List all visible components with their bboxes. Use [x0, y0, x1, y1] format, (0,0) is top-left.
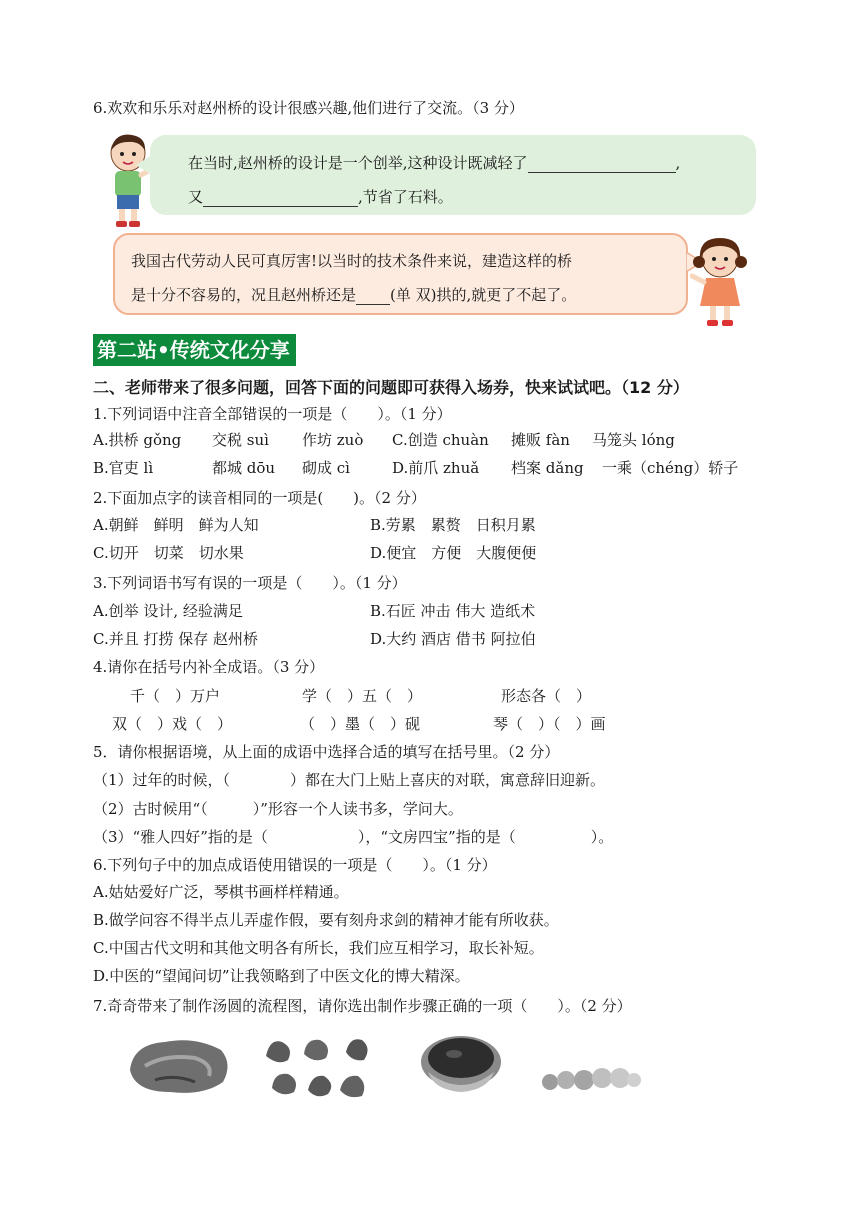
q1-row1-c3: 马笼头 lóng: [592, 431, 675, 449]
girl-illustration: [690, 236, 750, 328]
q4-idiom-3: 形态各（ ）: [501, 687, 592, 705]
q4-idiom-5: （ ）墨（ ）砚: [300, 715, 421, 733]
q2-option-b: B.劳累 累赘 日积月累: [370, 516, 536, 534]
q1-stem: 1.下列词语中注音全部错误的一项是（ ）。（1 分）: [93, 405, 452, 423]
boy-line2-post: ,节省了石料。: [358, 188, 453, 206]
q1-row2-b2: 都城 dōu: [212, 459, 276, 477]
blank-1[interactable]: [528, 156, 676, 173]
q1-row1-a2: 交税 suì: [212, 431, 269, 449]
tangyuan-balls-image: [540, 1058, 642, 1100]
q6-option-d: D.中医的“望闻问切”让我领略到了中医文化的博大精深。: [93, 967, 470, 985]
filling-bowl-image: [418, 1028, 504, 1100]
q4-stem: 4.请你在括号内补全成语。（3 分）: [93, 658, 325, 676]
girl-line1: 我国古代劳动人民可真厉害!以当时的技术条件来说，建造这样的桥: [131, 252, 573, 270]
bubble-tail: [136, 155, 152, 175]
q7-stem: 7.奇奇带来了制作汤圆的流程图，请你选出制作步骤正确的一项（ ）。（2 分）: [93, 997, 632, 1015]
q5-sentence-1: （1）过年的时候，（ ）都在大门上贴上喜庆的对联，寓意辞旧迎新。: [93, 771, 606, 789]
q1-row2-b3: 砌成 cì: [302, 459, 350, 477]
q6-option-b: B.做学问容不得半点儿弄虚作假，要有刻舟求剑的精神才能有所收获。: [93, 911, 559, 929]
q1-row1-c1: C.创造 chuàn: [392, 431, 489, 449]
q6-option-a: A.姑姑爱好广泛，琴棋书画样样精通。: [93, 883, 349, 901]
q1-row2-d2: 档案 dǎng: [511, 459, 584, 477]
q5-sentence-3: （3）“雅人四好”指的是（ ），“文房四宝”指的是（ ）。: [93, 828, 614, 846]
q3-option-d: D.大约 酒店 借书 阿拉伯: [370, 630, 536, 648]
q1-row1-a1: A.拱桥 gǒng: [93, 431, 182, 449]
q6-stem: 6.下列句子中的加点成语使用错误的一项是（ ）。（1 分）: [93, 856, 497, 874]
blank-2[interactable]: [203, 190, 358, 207]
q4-idiom-1: 千（ ）万户: [130, 687, 221, 705]
q5-stem: 5．请你根据语境，从上面的成语中选择合适的填写在括号里。（2 分）: [93, 743, 560, 761]
boy-line1-comma: ,: [675, 154, 681, 172]
q1-row2-b1: B.官吏 lì: [93, 459, 154, 477]
q2-option-c: C.切开 切菜 切水果: [93, 544, 244, 562]
section-title-tag: 第二站•传统文化分享: [93, 334, 296, 366]
q6-option-c: C.中国古代文明和其他文明各有所长，我们应互相学习，取长补短。: [93, 939, 544, 957]
boy-line1-text: 在当时,赵州桥的设计是一个创举,这种设计既减轻了: [188, 154, 528, 172]
q3-option-b: B.石匠 冲击 伟大 造纸术: [370, 602, 536, 620]
q2-stem: 2.下面加点字的读音相同的一项是( )。（2 分）: [93, 489, 426, 507]
q1-row1-a3: 作坊 zuò: [302, 431, 364, 449]
boy-speech-bubble: [150, 135, 756, 215]
dough-pieces-image: [258, 1032, 378, 1102]
q4-idiom-6: 琴（ ）（ ）画: [493, 715, 606, 733]
q1-row2-d1: D.前爪 zhuǎ: [392, 459, 480, 477]
q4-idiom-4: 双（ ）戏（ ）: [112, 715, 233, 733]
q1-row1-c2: 摊贩 fàn: [511, 431, 570, 449]
q3-option-a: A.创举 设计, 经验满足: [93, 602, 243, 620]
girl-line2-pre: 是十分不容易的，况且赵州桥还是: [131, 286, 357, 304]
q2-option-d: D.便宜 方便 大腹便便: [370, 544, 537, 562]
q3-option-c: C.并且 打捞 保存 赵州桥: [93, 630, 259, 648]
q6-top-stem: 6.欢欢和乐乐对赵州桥的设计很感兴趣,他们进行了交流。（3 分）: [93, 99, 524, 117]
q4-idiom-2: 学（ ）五（ ）: [302, 687, 423, 705]
blank-3[interactable]: [356, 288, 390, 305]
q3-stem: 3.下列词语书写有误的一项是（ ）。（1 分）: [93, 574, 407, 592]
dough-image: [125, 1030, 235, 1100]
boy-line2-pre: 又: [188, 188, 204, 206]
q2-option-a: A.朝鲜 鲜明 鲜为人知: [93, 516, 259, 534]
part2-heading: 二、老师带来了很多问题，回答下面的问题即可获得入场券，快来试试吧。（12 分）: [93, 378, 689, 397]
girl-speech-bubble: [113, 233, 688, 315]
q1-row2-d3: 一乘（chéng）轿子: [602, 459, 739, 477]
girl-line2-option: (单 双)拱的,就更了不起了。: [390, 286, 577, 304]
boy-illustration: [100, 133, 156, 229]
q5-sentence-2: （2）古时候用“（ ）”形容一个人读书多，学问大。: [93, 800, 463, 818]
